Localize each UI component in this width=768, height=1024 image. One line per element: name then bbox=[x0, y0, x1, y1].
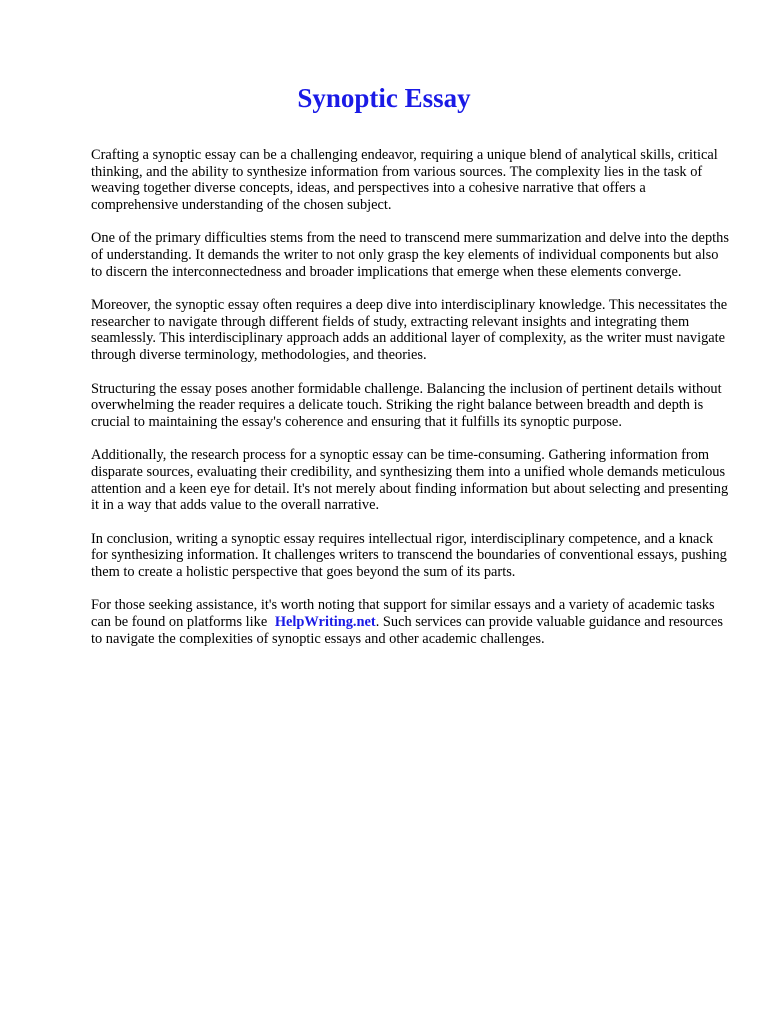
paragraph-7-after-link: . Such services can provide valuable guidance and resources to navigate the complexities of synoptic essays and other academic challenges. bbox=[91, 614, 723, 647]
page-title: Synoptic Essay bbox=[297, 83, 471, 113]
paragraph-7 bbox=[91, 597, 731, 647]
paragraph-5: Additionally, the research process for a synoptic essay can be time-consuming. Gathering information from disparate sources, evaluating their credibility, and synthesizing them into a unified whole demands meticulous attention and a keen eye for detail. It's not merely about finding information but about selecting and presenting it in a way that adds value to the overall narrative. bbox=[91, 447, 729, 514]
paragraph-4: Structuring the essay poses another formidable challenge. Balancing the inclusion of pertinent details without overwhelming the reader requires a delicate touch. Striking the right balance between breadth and depth is crucial to maintaining the essay's coherence and ensuring that it fulfills its synoptic purpose. bbox=[91, 380, 722, 430]
paragraph-1: Crafting a synoptic essay can be a challenging endeavor, requiring a unique blend of analytical skills, critical thinking, and the ability to synthesize information from various sources. The complexity lies in the task of weaving together diverse concepts, ideas, and perspectives into a cohesive narrative that offers a comprehensive understanding of the chosen subject. bbox=[91, 147, 718, 213]
paragraph-7-before-link: For those seeking assistance, it's worth noting that support for similar essays and a variety of academic tasks can be found on platforms like bbox=[91, 597, 715, 631]
essay-body bbox=[91, 147, 731, 664]
paragraph-6: In conclusion, writing a synoptic essay requires intellectual rigor, interdisciplinary competence, and a knack for synthesizing information. It challenges writers to transcend the boundaries of conventional essays, pushing them to create a holistic perspective that goes beyond the sum of its parts. bbox=[91, 530, 727, 580]
paragraph-2: One of the primary difficulties stems from the need to transcend mere summarization and delve into the depths of understanding. It demands the writer to not only grasp the key elements of individual components but also to discern the interconnectedness and broader implications that emerge when these elements converge. bbox=[91, 230, 729, 280]
paragraph-3: Moreover, the synoptic essay often requires a deep dive into interdisciplinary knowledge. This necessitates the researcher to navigate through different fields of study, extracting relevant insights and integrating them seamlessly. This interdisciplinary approach adds an additional layer of complexity, as the writer must navigate through diverse terminology, methodologies, and theories. bbox=[91, 297, 728, 363]
helpwriting-link[interactable]: HelpWriting.net bbox=[274, 614, 376, 631]
